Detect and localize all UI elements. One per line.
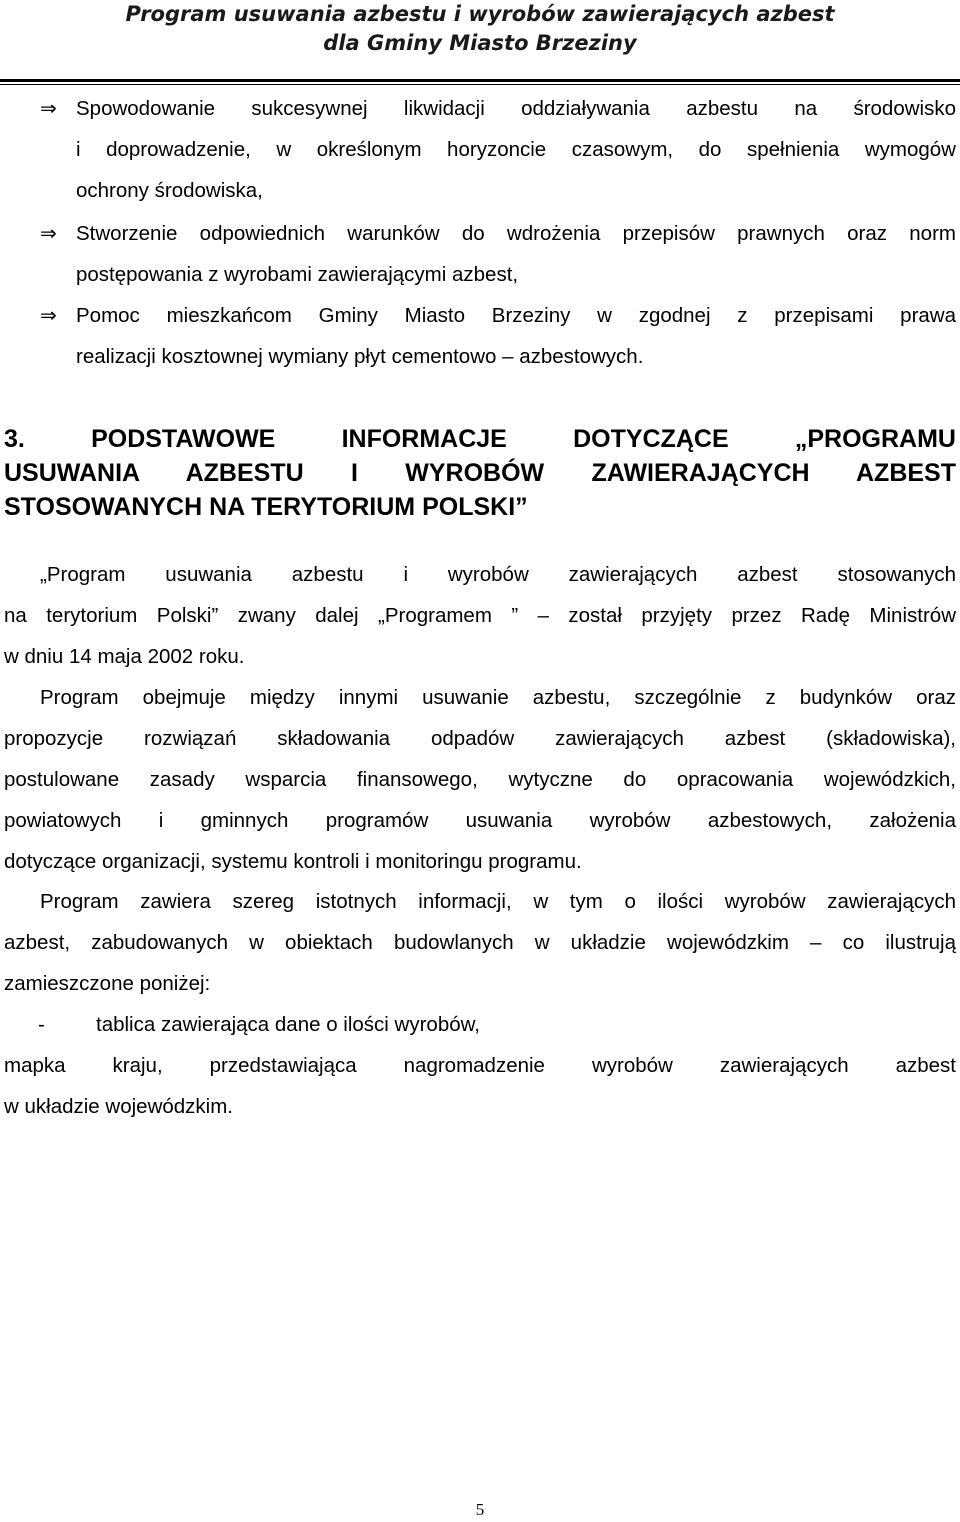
paragraph-line: zamieszczone poniżej:: [4, 972, 211, 995]
header-rule-thick: [0, 79, 960, 82]
bullet-line: postępowania z wyrobami zawierającymi azbest,: [76, 263, 519, 286]
document-header: [0, 0, 960, 58]
header-title-line-1: Program usuwania azbestu i wyrobów zawierających azbest: [125, 2, 835, 26]
section-heading-line: USUWANIA AZBESTU I WYROBÓW ZAWIERAJĄCYCH AZBEST: [4, 459, 956, 487]
paragraph-line: propozycje rozwiązań składowania odpadów zawierających azbest (składowiska),: [4, 727, 956, 750]
paragraph-line: postulowane zasady wsparcia finansowego, wytyczne do opracowania wojewódzkich,: [4, 768, 956, 791]
section-heading-line: 3. PODSTAWOWE INFORMACJE DOTYCZĄCE „PROGRAMU: [4, 425, 956, 453]
bullet-line: Spowodowanie sukcesywnej likwidacji oddziaływania azbestu na środowisko: [76, 97, 956, 120]
header-rule-thin: [0, 84, 960, 85]
list-item-text: tablica zawierająca dane o ilości wyrobów,: [96, 1013, 481, 1036]
bullet-line: Stworzenie odpowiednich warunków do wdrożenia przepisów prawnych oraz norm: [76, 222, 956, 245]
paragraph-line: mapka kraju, przedstawiająca nagromadzenie wyrobów zawierających azbest: [4, 1054, 956, 1077]
double-arrow-right-icon: ⇒: [40, 221, 57, 245]
paragraph-line: w układzie wojewódzkim.: [4, 1095, 234, 1118]
paragraph-line: azbest, zabudowanych w obiektach budowlanych w układzie wojewódzkim – co ilustrują: [4, 931, 956, 954]
page-number: 5: [475, 1500, 485, 1519]
paragraph-line: dotyczące organizacji, systemu kontroli i monitoringu programu.: [4, 850, 582, 873]
bullet-line: i doprowadzenie, w określonym horyzoncie czasowym, do spełnienia wymogów: [76, 138, 956, 161]
paragraph-1: [4, 554, 956, 677]
bullet-line: Pomoc mieszkańcom Gminy Miasto Brzeziny w zgodnej z przepisami prawa: [76, 304, 956, 327]
bullet-line: ochrony środowiska,: [76, 179, 263, 202]
header-title-line-2: dla Gminy Miasto Brzeziny: [323, 31, 637, 55]
paragraph-line: na terytorium Polski” zwany dalej „Programem ” – został przyjęty przez Radę Ministrów: [4, 604, 956, 627]
section-heading-line: STOSOWANYCH NA TERYTORIUM POLSKI”: [4, 493, 528, 521]
paragraph-line: Program zawiera szereg istotnych informacji, w tym o ilości wyrobów zawierających: [40, 890, 956, 913]
paragraph-line: w dniu 14 maja 2002 roku.: [4, 645, 245, 668]
list-dash: -: [38, 1013, 45, 1036]
bullet-line: realizacji kosztownej wymiany płyt cementowo – azbestowych.: [76, 345, 644, 368]
double-arrow-right-icon: ⇒: [40, 96, 57, 120]
paragraph-4: [4, 1045, 956, 1127]
paragraph-line: Program obejmuje między innymi usuwanie azbestu, szczególnie z budynków oraz: [40, 686, 956, 709]
paragraph-line: powiatowych i gminnych programów usuwania wyrobów azbestowych, założenia: [4, 809, 956, 832]
double-arrow-right-icon: ⇒: [40, 303, 57, 327]
paragraph-line: „Program usuwania azbestu i wyrobów zawierających azbest stosowanych: [40, 563, 956, 586]
paragraph-3: [4, 881, 956, 1004]
paragraph-2: [4, 677, 956, 882]
section-heading: [4, 422, 956, 524]
